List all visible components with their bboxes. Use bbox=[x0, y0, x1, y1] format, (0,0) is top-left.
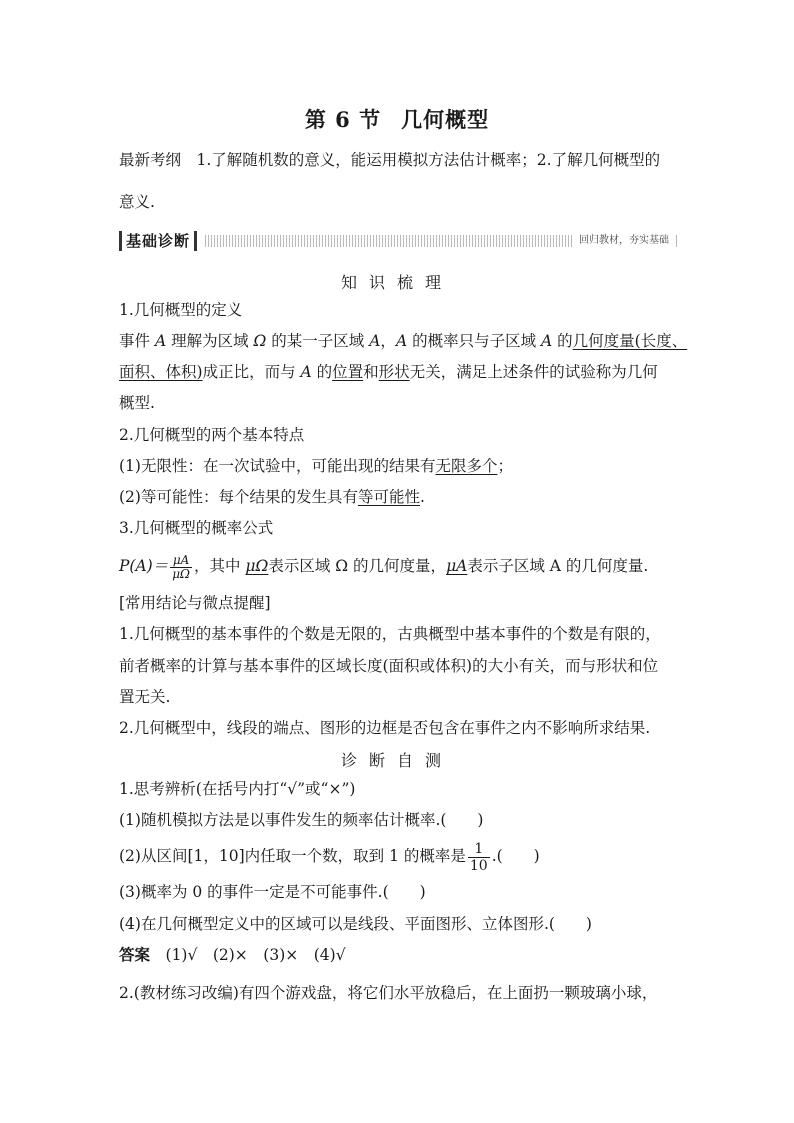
feature-2: (2)等可能性：每个结果的发生具有等可能性. bbox=[119, 488, 425, 506]
statement-4: (4)在几何概型定义中的区域可以是线段、平面图形、立体图形.( ) bbox=[119, 915, 592, 933]
tip-1-line-1: 1.几何概型的基本事件的个数是无限的，古典概型中基本事件的个数是有限的， bbox=[119, 625, 661, 643]
knowledge-heading: 知识梳理 bbox=[340, 273, 453, 292]
answer-label: 答案 bbox=[119, 945, 151, 964]
answer-text: (1)√ (2)× (3)× (4)√ bbox=[150, 946, 346, 964]
banner-subtitle: 回归教材，夯实基础 bbox=[573, 234, 675, 248]
formula-line: P(A)＝ $\frac{\mu A}{\mu\Omega}$ ，其中 μΩ表示区域 Ω 的几何度量，μA表示子区域 A 的几何度量. bbox=[119, 552, 649, 581]
diagnosis-heading: 诊断自测 bbox=[340, 751, 453, 770]
underlined-term: 无限多个 bbox=[435, 457, 498, 475]
definition-line-2: 面积、体积)成正比，而与 A 的位置和形状无关，满足上述条件的试验称为几何 bbox=[119, 363, 658, 381]
statement-3: (3)概率为 0 的事件一定是不可能事件.( ) bbox=[119, 883, 426, 901]
feature-1: (1)无限性：在一次试验中，可能出现的结果有无限多个； bbox=[119, 457, 513, 475]
statement-2: (2)从区间[1，10]内任取一个数，取到 1 的概率是 $\frac{1}{10}$ .( ) bbox=[119, 840, 540, 874]
underlined-term: 等可能性 bbox=[357, 488, 420, 506]
section-name: 几何概型 bbox=[401, 107, 490, 132]
tip-2: 2.几何概型中，线段的端点、图形的边框是否包含在事件之内不影响所求结果. bbox=[119, 719, 651, 737]
section-banner bbox=[119, 231, 679, 251]
statement-1: (1)随机模拟方法是以事件发生的频率估计概率.( ) bbox=[119, 811, 484, 829]
page-title bbox=[0, 104, 794, 134]
banner-label: 基础诊断 bbox=[119, 231, 197, 251]
definition-title: 1.几何概型的定义 bbox=[119, 301, 243, 319]
question-1-title: 1.思考辨析(在括号内打“√”或“×”) bbox=[119, 780, 356, 798]
underlined-term: 面积、体积) bbox=[119, 363, 203, 381]
underlined-term: μΩ bbox=[245, 557, 269, 575]
underlined-term: 形状 bbox=[378, 363, 410, 381]
outline-line-1: 最新考纲 1.了解随机数的意义，能运用模拟方法估计概率；2.了解几何概型的 bbox=[119, 151, 661, 169]
formula-title: 3.几何概型的概率公式 bbox=[119, 519, 274, 537]
tips-title: [常用结论与微点提醒] bbox=[119, 594, 271, 612]
question-2-line-1: 2.(教材练习改编)有四个游戏盘，将它们水平放稳后，在上面扔一颗玻璃小球， bbox=[119, 984, 658, 1002]
features-title: 2.几何概型的两个基本特点 bbox=[119, 426, 305, 444]
section-number: 第 6 节 bbox=[304, 107, 382, 132]
tip-1-line-3: 置无关. bbox=[119, 688, 171, 706]
outline-line-2: 意义. bbox=[119, 193, 155, 211]
underlined-term: μA bbox=[446, 557, 468, 575]
tip-1-line-2: 前者概率的计算与基本事件的区域长度(面积或体积)的大小有关，而与形状和位 bbox=[119, 657, 659, 675]
definition-line-3: 概型. bbox=[119, 394, 155, 412]
definition-line-1: 事件 A 理解为区域 Ω 的某一子区域 A，A 的概率只与子区域 A 的几何度量(长度、 bbox=[119, 332, 688, 350]
formula-fraction: $\frac{\mu A}{\mu\Omega}$ bbox=[172, 552, 190, 581]
underlined-term: 位置 bbox=[332, 363, 364, 381]
underlined-term: 几何度量(长度、 bbox=[572, 332, 688, 350]
fraction-one-tenth: $\frac{1}{10}$ bbox=[469, 840, 488, 874]
answer-line bbox=[119, 945, 679, 965]
